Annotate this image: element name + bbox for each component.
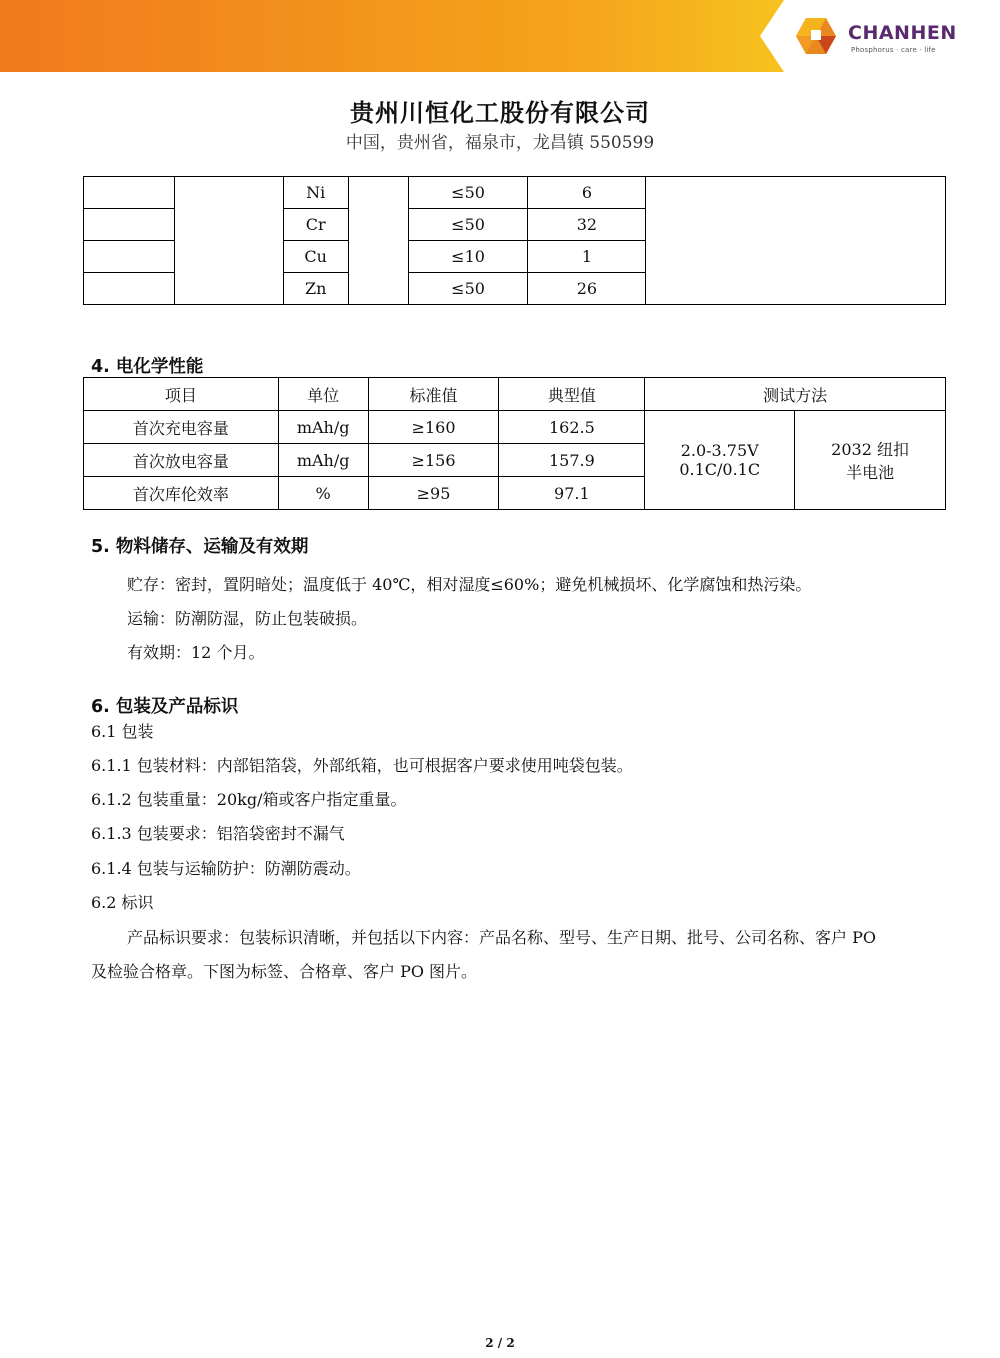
typical-cell: 162.5	[499, 411, 645, 444]
section-6-1-2: 6.1.2 包装重量：20kg/箱或客户指定重量。	[91, 790, 407, 809]
element-cell: Zn	[283, 273, 348, 305]
item-cell: 首次充电容量	[84, 411, 279, 444]
table-row	[84, 177, 946, 209]
section-6-1-1: 6.1.1 包装材料：内部铝箔袋，外部纸箱，也可根据客户要求使用吨袋包装。	[91, 756, 633, 775]
table-cell	[174, 177, 283, 305]
section-5-title: 5. 物料储存、运输及有效期	[91, 537, 309, 557]
method-voltage-cell	[645, 411, 795, 510]
validity-text: 有效期：12 个月。	[127, 643, 265, 662]
typical-cell: 6	[528, 177, 646, 209]
table-cell	[84, 241, 175, 273]
header-method: 测试方法	[645, 378, 946, 411]
typical-cell: 32	[528, 209, 646, 241]
standard-cell: ≤50	[408, 209, 528, 241]
typical-cell: 26	[528, 273, 646, 305]
element-cell: Cu	[283, 241, 348, 273]
typical-cell: 97.1	[499, 477, 645, 510]
logo-name: CHANHEN	[848, 22, 957, 44]
standard-cell: ≥160	[368, 411, 499, 444]
table-cell	[84, 209, 175, 241]
standard-cell: ≥95	[368, 477, 499, 510]
typical-cell: 157.9	[499, 444, 645, 477]
company-name: 贵州川恒化工股份有限公司	[350, 99, 650, 127]
company-address: 中国，贵州省，福泉市，龙昌镇 550599	[345, 133, 655, 153]
impurity-table	[83, 176, 946, 305]
section-6-2: 6.2 标识	[91, 893, 154, 912]
standard-cell: ≤10	[408, 241, 528, 273]
section-6-1-3: 6.1.3 包装要求：铝箔袋密封不漏气	[91, 824, 345, 843]
header-standard: 标准值	[368, 378, 499, 411]
transport-text: 运输：防潮防湿，防止包装破损。	[127, 609, 368, 628]
table-cell	[84, 273, 175, 305]
method-rate: 0.1C/0.1C	[679, 460, 761, 479]
chanhen-logo-icon	[794, 16, 838, 58]
table-header-row	[84, 378, 946, 411]
header-item: 项目	[84, 378, 279, 411]
section-6-1-4: 6.1.4 包装与运输防护：防潮防震动。	[91, 859, 361, 878]
method-voltage: 2.0-3.75V	[680, 441, 759, 460]
element-cell: Cr	[283, 209, 348, 241]
section-4-title: 4. 电化学性能	[91, 357, 204, 377]
table-cell	[348, 177, 408, 305]
standard-cell: ≤50	[408, 273, 528, 305]
label-requirement-line1: 产品标识要求：包装标识清晰，并包括以下内容：产品名称、型号、生产日期、批号、公司名称、客户 PO	[127, 928, 876, 947]
unit-cell: mAh/g	[278, 444, 368, 477]
header-band	[0, 0, 1000, 72]
section-6-1: 6.1 包装	[91, 722, 154, 741]
section-6-title: 6. 包装及产品标识	[91, 697, 239, 717]
standard-cell: ≤50	[408, 177, 528, 209]
header-typical: 典型值	[499, 378, 645, 411]
table-cell	[84, 177, 175, 209]
table-cell	[646, 177, 946, 305]
standard-cell: ≥156	[368, 444, 499, 477]
method-cell-cell	[795, 411, 946, 510]
logo-tagline: Phosphorus · care · life	[851, 46, 936, 54]
label-requirement-line2: 及检验合格章。下图为标签、合格章、客户 PO 图片。	[91, 962, 478, 981]
item-cell: 首次库伦效率	[84, 477, 279, 510]
item-cell: 首次放电容量	[84, 444, 279, 477]
typical-cell: 1	[528, 241, 646, 273]
method-cell-line1: 2032 纽扣	[831, 440, 909, 459]
table-row	[84, 411, 946, 444]
unit-cell: %	[278, 477, 368, 510]
unit-cell: mAh/g	[278, 411, 368, 444]
page-number: 2 / 2	[485, 1336, 515, 1350]
storage-text: 贮存：密封，置阴暗处；温度低于 40℃，相对湿度≤60%；避免机械损坏、化学腐蚀和热污染。	[127, 575, 812, 594]
electrochemical-table	[83, 377, 946, 510]
element-cell: Ni	[283, 177, 348, 209]
method-cell-line2: 半电池	[846, 463, 895, 482]
header-unit: 单位	[278, 378, 368, 411]
